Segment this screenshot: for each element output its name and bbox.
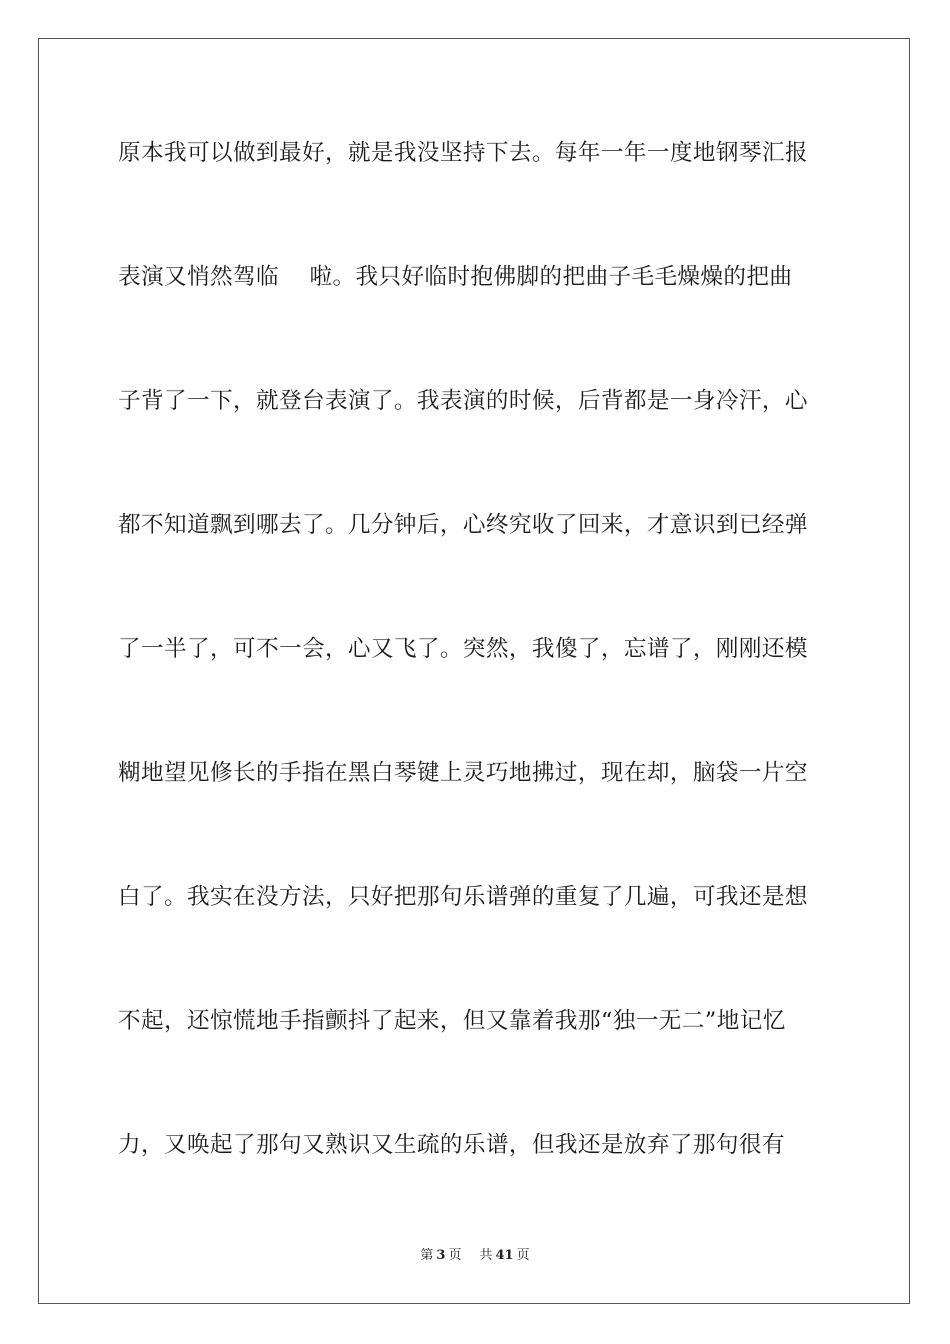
- page-suffix: 页: [448, 1248, 462, 1263]
- document-body: [118, 128, 832, 1244]
- total-prefix: 共: [479, 1248, 493, 1263]
- text-line-3: 子背了一下，就登台表演了。我表演的时候，后背都是一身冷汗，心: [118, 388, 808, 414]
- page-number: 3: [436, 1248, 446, 1263]
- text-line-6: 糊地望见修长的手指在黑白琴键上灵巧地拂过，现在却，脑袋一片空: [118, 760, 808, 786]
- text-line-2: 表演又悄然驾临 啦。我只好临时抱佛脚的把曲子毛毛燥燥的把曲: [118, 264, 793, 290]
- text-line-4: 都不知道飘到哪去了。几分钟后，心终究收了回来，才意识到已经弹: [118, 512, 808, 538]
- total-pages: 41: [495, 1248, 514, 1263]
- text-line-8: 不起，还惊慌地手指颤抖了起来，但又靠着我那“独一无二”地记忆: [118, 1008, 786, 1034]
- total-suffix: 页: [516, 1248, 530, 1263]
- page-footer: [0, 1244, 950, 1263]
- text-line-9: 力，又唤起了那句又熟识又生疏的乐谱，但我还是放弃了那句很有: [118, 1132, 785, 1158]
- page-prefix: 第: [420, 1248, 434, 1263]
- text-line-1: 原本我可以做到最好，就是我没坚持下去。每年一年一度地钢琴汇报: [118, 140, 808, 166]
- text-line-7: 白了。我实在没方法，只好把那句乐谱弹的重复了几遍，可我还是想: [118, 884, 808, 910]
- text-line-5: 了一半了，可不一会，心又飞了。突然，我傻了，忘谱了，刚刚还模: [118, 636, 808, 662]
